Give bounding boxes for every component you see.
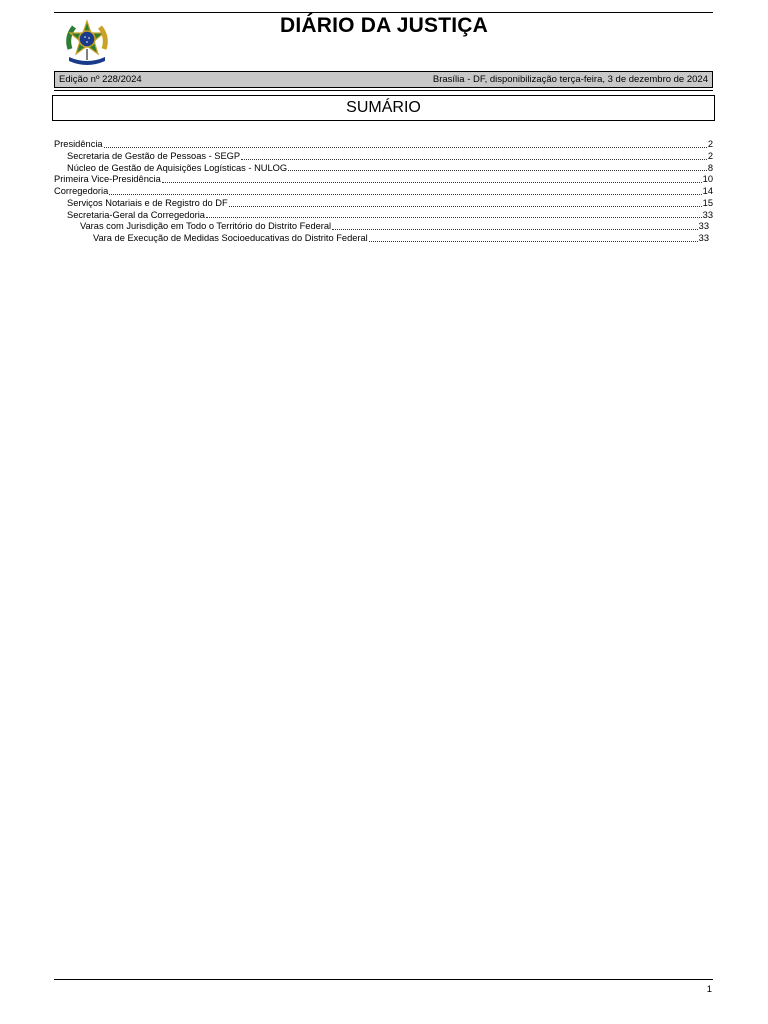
toc-entry-page: 8 (707, 162, 713, 173)
summary-heading: SUMÁRIO (52, 95, 715, 121)
toc-leader (369, 240, 698, 242)
footer-rule (54, 979, 713, 980)
toc-entry-page: 14 (702, 186, 713, 196)
publication-date: Brasília - DF, disponibilização terça-feira, 3 de dezembro de 2024 (432, 74, 708, 85)
toc-entry[interactable] (54, 221, 713, 233)
toc-entry[interactable] (54, 151, 713, 163)
toc-entry-label: Varas com Jurisdição em Todo o Território do Distrito Federal (80, 221, 332, 232)
toc-entry[interactable] (54, 198, 713, 210)
toc-entry-label: Secretaria de Gestão de Pessoas - SEGP (67, 150, 241, 161)
toc-entry-page: 10 (702, 174, 713, 185)
edition-number: Edição nº 228/2024 (59, 74, 142, 85)
toc-entry[interactable] (54, 174, 713, 186)
page-number: 1 (706, 984, 712, 995)
header-bottom-rule (54, 90, 713, 91)
toc-leader (241, 158, 707, 160)
toc-entry[interactable] (54, 233, 713, 245)
toc-entry-label: Núcleo de Gestão de Aquisições Logísticas - NULOG (67, 162, 288, 173)
toc-entry-label: Vara de Execução de Medidas Socioeducativas do Distrito Federal (93, 233, 368, 243)
toc-entry-page: 33 (698, 233, 709, 243)
toc-entry-page: 2 (707, 150, 713, 161)
toc-leader (229, 205, 702, 207)
toc-entry-label: Presidência (54, 139, 103, 149)
toc-entry[interactable] (54, 186, 713, 198)
toc-leader (206, 216, 702, 218)
toc-entry-page: 33 (702, 209, 713, 220)
toc-entry-label: Corregedoria (54, 186, 109, 196)
toc-entry[interactable] (54, 163, 713, 175)
toc-leader (109, 193, 701, 195)
toc-leader (104, 146, 707, 148)
toc-leader (332, 228, 698, 230)
toc-entry[interactable] (54, 139, 713, 151)
toc-entry-page: 15 (702, 197, 713, 208)
toc-entry-label: Serviços Notariais e de Registro do DF (67, 197, 228, 208)
header-top-rule (54, 12, 713, 13)
page-title: DIÁRIO DA JUSTIÇA (280, 14, 488, 37)
toc-entry-label: Primeira Vice-Presidência (54, 174, 161, 185)
toc-entry-label: Secretaria-Geral da Corregedoria (67, 209, 205, 220)
edition-bar (54, 71, 713, 88)
toc-entry-page: 33 (698, 221, 709, 232)
toc-leader (288, 169, 707, 171)
toc-entry-page: 2 (707, 139, 713, 149)
toc-leader (162, 181, 702, 183)
toc-entry[interactable] (54, 210, 713, 222)
table-of-contents (54, 139, 713, 245)
